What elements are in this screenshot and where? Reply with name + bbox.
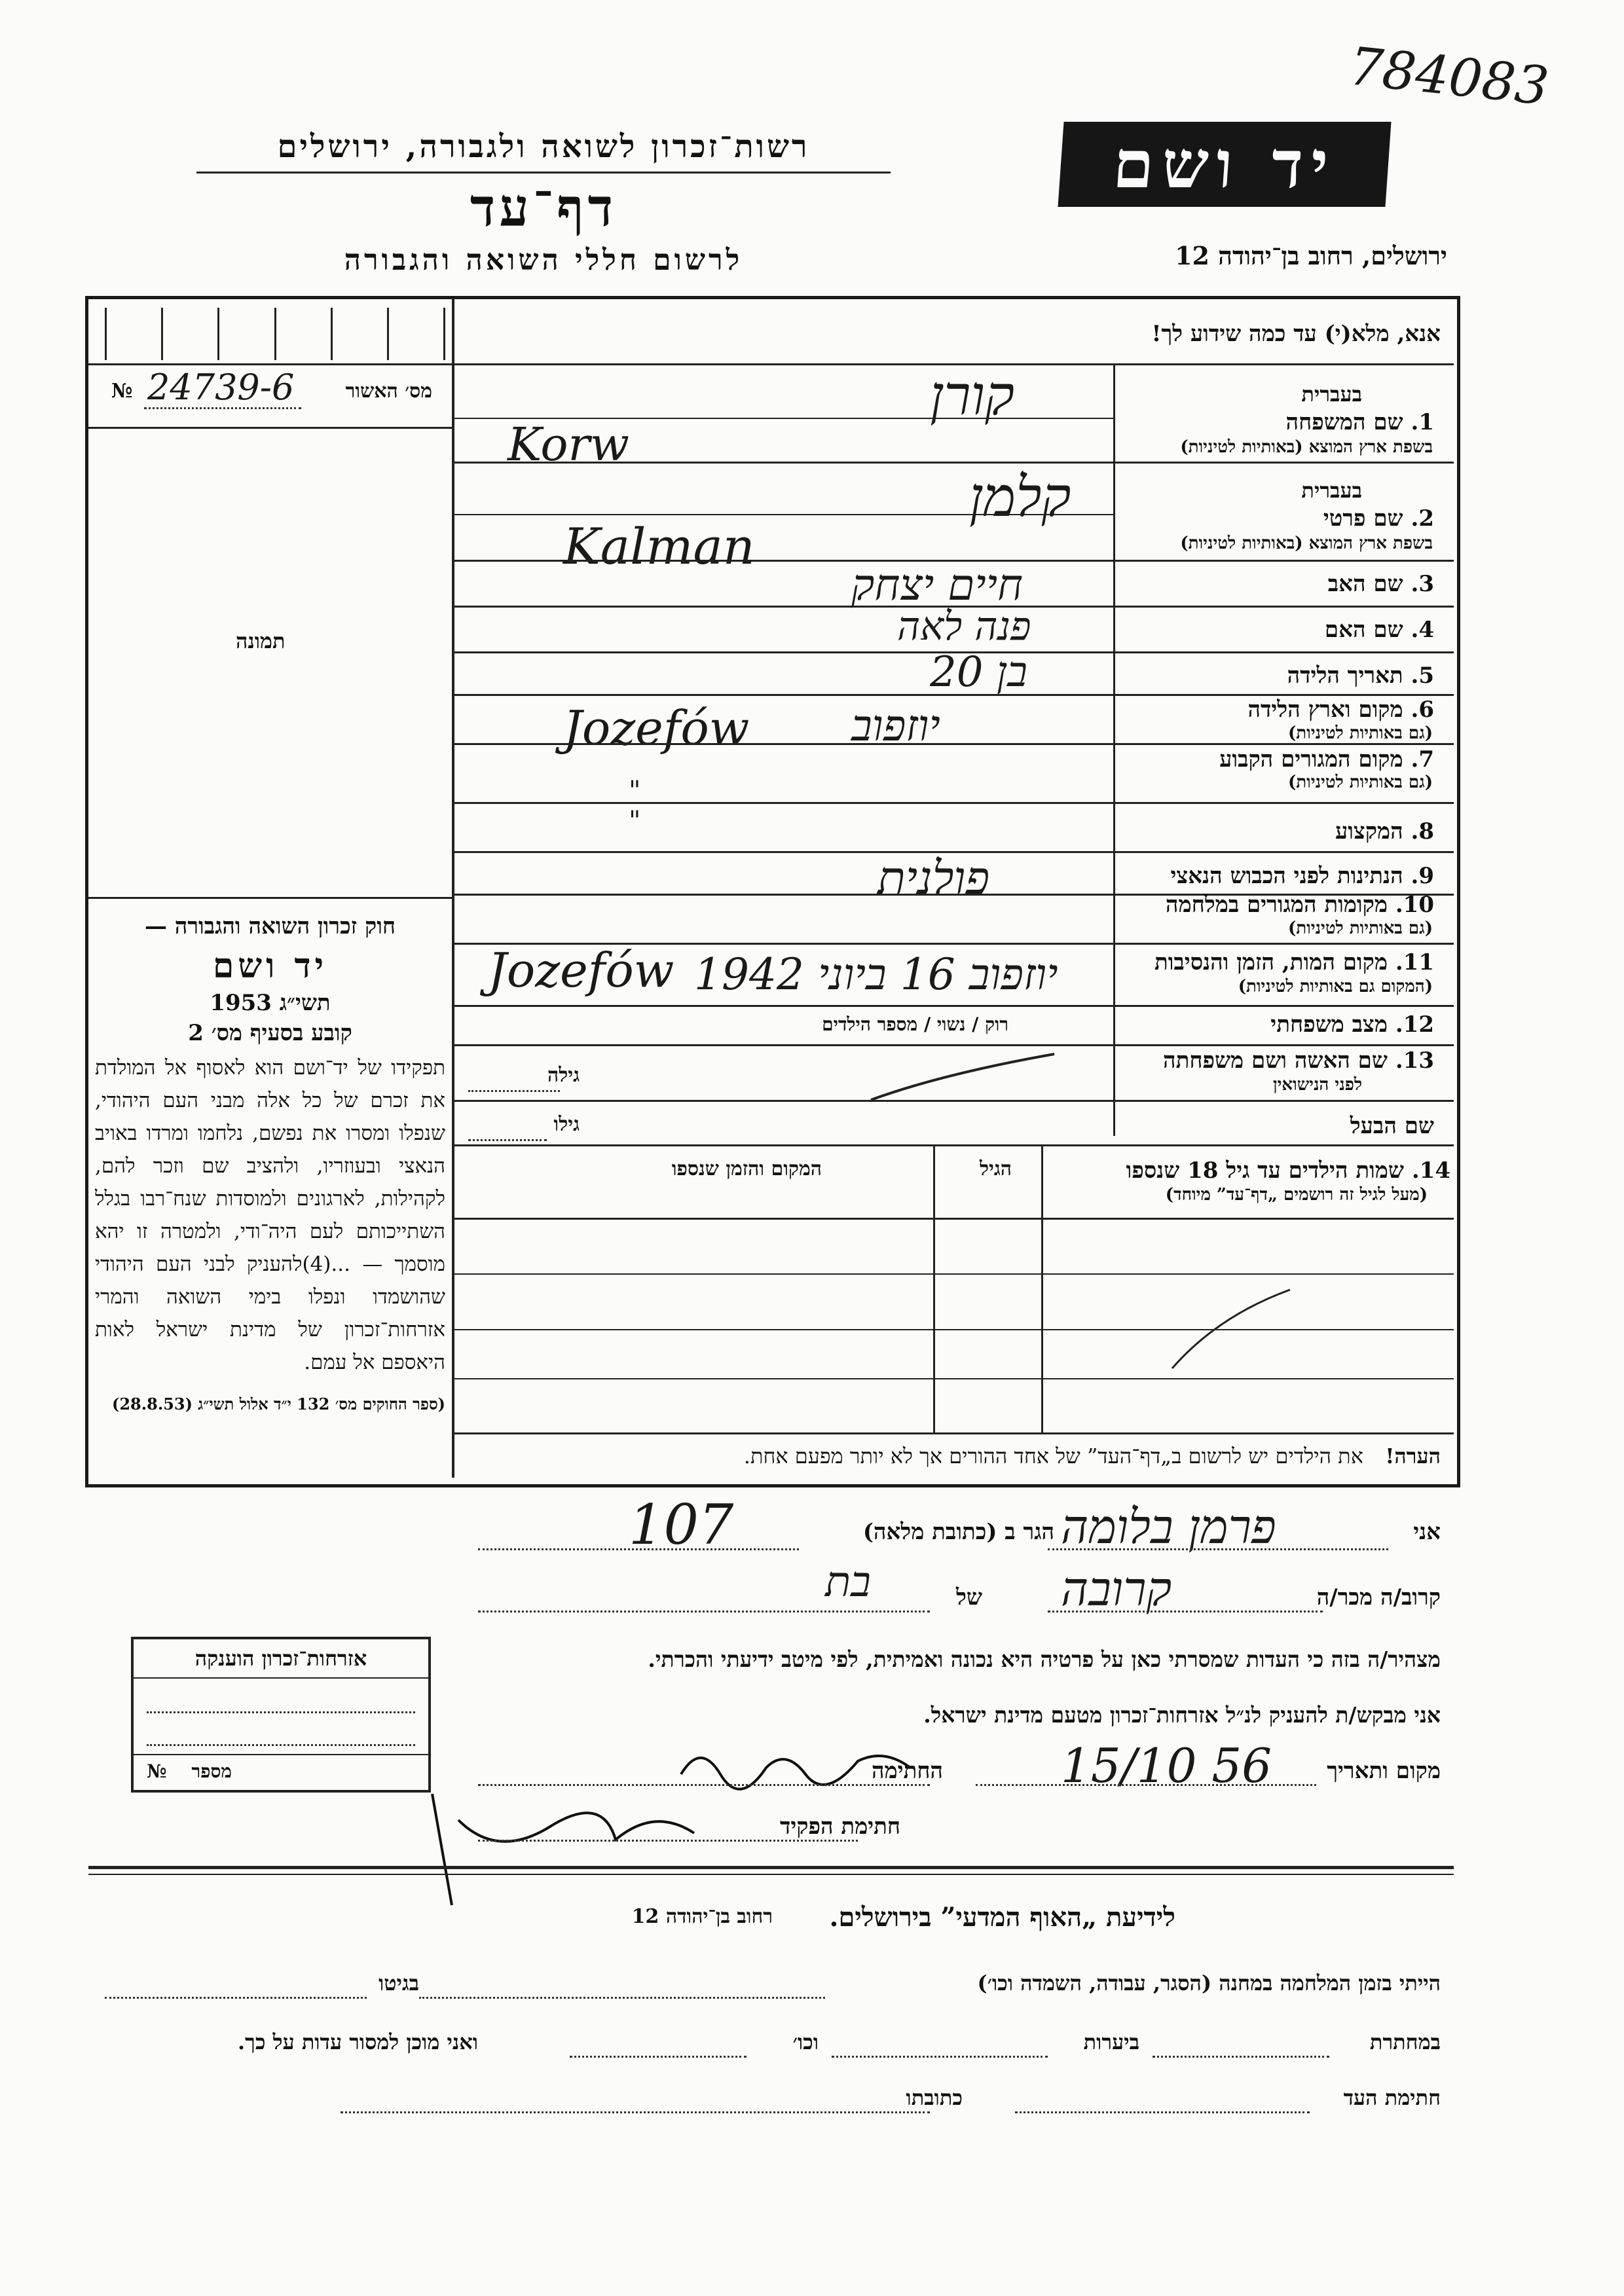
logo-text: יד ושם [1110,126,1339,203]
field-1-label: שם המשפחה [1285,409,1403,435]
law-title: חוק זכרון השואה והגבורה — [144,913,396,939]
children-age-header: הגיל [979,1157,1012,1180]
field-3-num: 3. [1411,571,1434,597]
citizenship-box-title: אזרחות־זכרון הוענקה [194,1646,367,1671]
field-6-num: 6. [1411,697,1434,723]
signature-label: החתימה [871,1758,943,1784]
field-2-num: 2. [1411,505,1434,532]
footer-line1: הייתי בזמן המלחמה במחנה (הסגר, עבודה, השמדה וכו׳) [977,1971,1441,1995]
declaration-i-label: אני [1413,1519,1441,1545]
field-11-value-lat: Jozefów [488,943,674,998]
of-label: של [956,1584,982,1611]
field-2-hebrew-tag: בעברית [1301,478,1362,503]
citizenship-box [131,1637,431,1793]
footer-heading: לידיעת „האוף המדעי” בירושלים. [829,1902,1175,1933]
field-9-label: הנתינות לפני הכבוש הנאצי [1170,863,1403,889]
field-6-value-he: יוזפוב [851,701,940,751]
law-text: תפקידו של יד־ושם הוא לאסוף אל המולדת את זכרם של כל אלה מבני העם היהודי, שנפלו ומסרו את נפשם, נלחמו ומרדו באויב הנאצי ובעוזריו, ולהציב שם וזכר להם, לקהילות, לארגונים ולמוסדות שנח־רבו בגלל השתייכותם לעם היה־ודי, ולמטרה זו יהא מוסמך — ...(4)להעניק לבני העם היהודי שהושמדו ונפלו בימי השואה והמרי אזרחות־זכרון של מדינת ישראל לאות היאספם אל עמם. [95,1056,445,1374]
children-place-header: המקום והזמן שנספו [671,1157,822,1180]
place-date-value: 15/10 56 [1061,1738,1272,1793]
place-date-label: מקום ותאריך [1327,1758,1441,1784]
law-panel [95,913,445,1414]
field-11-num: 11. [1395,949,1434,975]
footer-etc: וכו׳ [792,2030,819,2054]
field-1-hebrew-tag: בעברית [1301,382,1362,407]
officer-signature [419,1781,720,1912]
field-5-label: תאריך הלידה [1287,663,1403,689]
field-1-num: 1. [1411,409,1434,435]
footer-witness-signature: חתימת העד [1343,2085,1441,2110]
field-6-value-lat: Jozefów [563,701,750,756]
note-label: הערה! [1385,1444,1441,1468]
citizenship-box-no: № [147,1760,167,1782]
living-label: הגר ב (כתובת מלאה) [862,1519,1054,1545]
field-4-num: 4. [1411,617,1434,643]
form-subtitle: לרשום חללי השואה והגבורה [344,244,743,277]
field-12-num: 12. [1395,1011,1434,1038]
field-1-value-he: קורן [930,363,1015,428]
children-sub: (מעל לגיל זה רושמים „דף־עד” מיוחד) [1165,1185,1428,1205]
approval-number: 24739-6 [147,367,295,408]
wife-age-label: גילה [547,1064,580,1087]
field-1-value-lat: Korw [507,418,629,471]
field-14-num: 14. [1411,1157,1450,1184]
husband-label: שם הבעל [1350,1113,1434,1139]
field-2-label: שם פרטי [1323,505,1403,532]
of-value: בת [825,1558,871,1607]
husband-age-label: גילו [553,1113,580,1136]
citizenship-box-num-label: מספר [191,1760,232,1782]
children-pen-stroke [1166,1283,1297,1375]
field-8-label: המקצוע [1335,818,1403,845]
field-2-sub: בשפת ארץ המוצא (באותיות לטיניות) [1180,534,1433,553]
footer-ghetto: בגיטו [378,1971,419,1995]
field-9-num: 9. [1411,863,1434,889]
footer-forests: ביערות [1083,2030,1139,2054]
field-11-sub: (המקום גם באותיות לטיניות) [1238,977,1433,996]
field-10-label: מקומות המגורים במלחמה [1165,892,1388,918]
field-6-sub: (גם באותיות לטיניות) [1287,723,1433,743]
field-7-label: מקום המגורים הקבוע [1219,746,1403,773]
field-11-label: מקום המות, הזמן והנסיבות [1154,949,1388,975]
footer-heading-address: רחוב בן־יהודה 12 [631,1905,773,1928]
intro-text: אנא, מלא(י) עד כמה שידוע לך! [1151,321,1441,347]
declarant-name: פרמן בלומה [1061,1499,1276,1554]
field-7-value: " " [629,776,969,836]
field-13-label: שם האשה ושם משפחתה [1163,1048,1388,1074]
field-6-label: מקום וארץ הלידה [1247,697,1403,723]
field-4-value: פנה לאה [897,604,1031,649]
field-3-value: חיים יצחק [851,560,1024,610]
field-12-label: מצב משפחתי [1270,1011,1388,1038]
field-9-value: פולנית [877,851,990,905]
declaration-request: אני מבקש/ת להעניק לנ״ל אזרחות־זכרון מטעם מדינת ישראל. [923,1702,1441,1728]
field-10-sub: (גם באותיות לטיניות) [1287,919,1433,938]
field-13-pen-stroke [864,1041,1061,1106]
children-label: שמות הילדים עד גיל 18 שנספו [1126,1157,1404,1184]
footer-witness-address: כתובתו [906,2085,963,2110]
field-13-num: 13. [1395,1048,1434,1074]
relative-value: קרובה [1061,1561,1172,1616]
law-year: תשי״ג 1953 [210,990,331,1016]
field-10-num: 10. [1395,892,1434,918]
relative-label: קרוב/ה מכר/ה [1316,1584,1441,1611]
field-3-label: שם האב [1327,571,1403,597]
photo-top-boxes [105,308,445,360]
officer-signature-label: חתימת הפקיד [779,1813,900,1840]
field-2-value-lat: Kalman [563,517,755,575]
law-section: קובע בסעיף מס׳ 2 [188,1020,352,1046]
handwritten-number: 784083 [1346,35,1552,117]
footer-underground: במחתרת [1369,2030,1441,2054]
address: ירושלים, רחוב בן־יהודה 12 [1175,241,1447,270]
field-13-sub: לפני הנישואין [1272,1075,1362,1095]
field-8-num: 8. [1411,818,1434,845]
approval-no-symbol: № [111,380,133,403]
approval-label: מס׳ האשור [345,380,432,403]
yad-vashem-logo [1058,122,1391,207]
footer-ready-to-testify: ואני מוכן למסור עדות על כך. [237,2030,478,2054]
note-text: את הילדים יש לרשום ב„דף־העד” של אחד ההורים אך לא יותר מפעם אחת. [743,1444,1363,1468]
law-reference: (ספר החוקים מס׳ 132 י״ד אלול תשי״ג (28.8.53) [112,1394,445,1413]
field-5-value: בן 20 [930,648,1027,697]
field-12-options: רוק / נשוי / מספר הילדים [822,1013,1008,1035]
org-name: רשות־זכרון לשואה ולגבורה, ירושלים [277,128,810,165]
field-7-num: 7. [1411,746,1434,773]
form-title: דף־עד [470,177,618,238]
field-2-value-he: קלמן [969,465,1071,529]
address-value: 107 [629,1493,734,1557]
photo-label: תמונה [236,629,286,653]
field-1-sub: בשפת ארץ המוצא (באותיות לטיניות) [1180,437,1433,457]
field-11-value-he: יוזפוב 16 ביוני 1942 [694,949,1058,1000]
law-name: יד ושם [212,946,328,986]
field-4-label: שם האם [1324,617,1403,643]
field-5-num: 5. [1411,663,1434,689]
field-7-sub: (גם באותיות לטיניות) [1287,773,1433,792]
declaration-statement: מצהיר/ה בזה כי העדות שמסרתי כאן על פרטיה היא נכונה ואמיתית, לפי מיטב ידיעתי והכרתי. [648,1647,1441,1672]
